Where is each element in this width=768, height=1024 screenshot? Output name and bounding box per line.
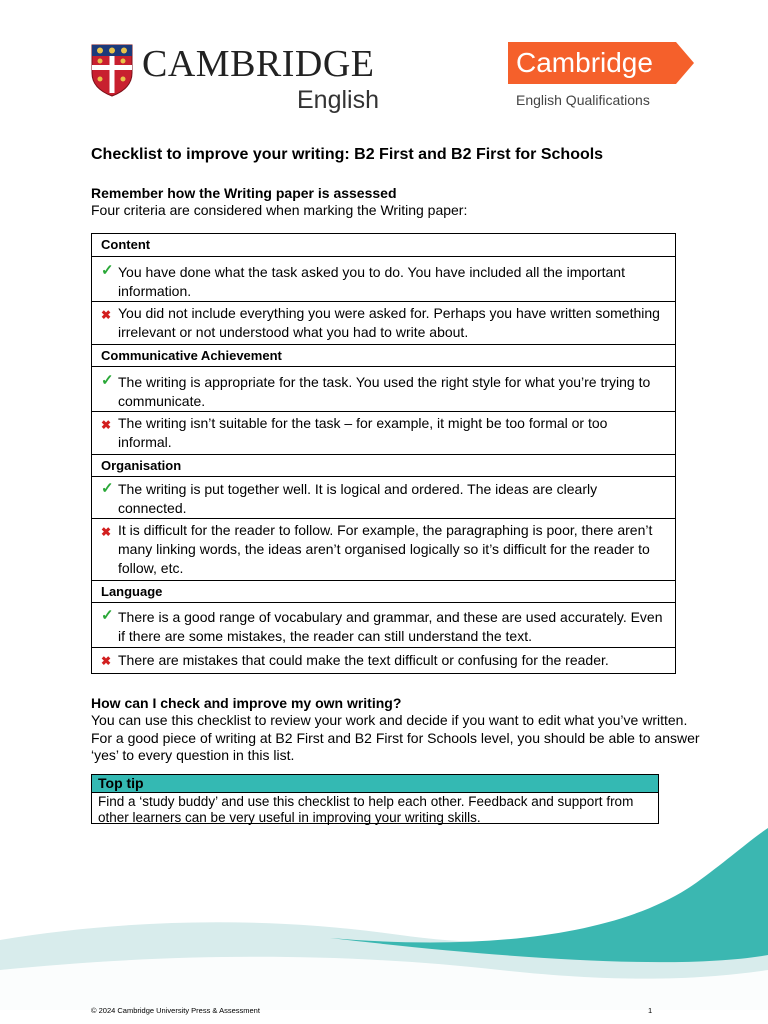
decorative-waves <box>0 820 768 1010</box>
section-heading-self-check: How can I check and improve my own writing? <box>91 695 402 711</box>
criterion-negative-text: The writing isn’t suitable for the task – for example, it might be too formal or too informal. <box>118 415 608 450</box>
criterion-positive-row <box>92 256 675 301</box>
cross-icon: ✖ <box>101 654 112 668</box>
top-tip-text: Find a ‘study buddy’ and use this checklist to help each other. Feedback and support from other learners can be very useful in improving your writing skills. <box>98 794 634 825</box>
cambridge-crest-icon <box>90 43 134 97</box>
criterion-positive-text: The writing is put together well. It is logical and ordered. The ideas are clearly connected. <box>118 481 598 516</box>
criterion-heading: Communicative Achievement <box>92 344 675 366</box>
criterion-heading: Language <box>92 580 675 602</box>
qualifications-label: English Qualifications <box>516 92 650 108</box>
criterion-heading: Content <box>101 237 151 252</box>
badge-label: Cambridge <box>516 47 653 78</box>
criterion-positive-text: There is a good range of vocabulary and grammar, and these are used accurately. Even if there are some mistakes, the reader can still understand the text. <box>118 609 663 644</box>
criterion-negative-row <box>92 647 675 673</box>
criteria-table <box>91 233 676 674</box>
page-number: 1 <box>648 1006 653 1015</box>
logo-subtitle: English <box>297 86 379 114</box>
cross-icon: ✖ <box>101 308 112 322</box>
cross-icon: ✖ <box>101 418 112 432</box>
top-tip-heading: Top tip <box>92 775 658 793</box>
check-icon: ✓ <box>101 262 114 279</box>
check-icon: ✓ <box>101 480 114 497</box>
cambridge-english-logo <box>90 40 390 116</box>
criterion-negative-row <box>92 411 675 454</box>
criterion-positive-row <box>92 476 675 518</box>
section-intro: Four criteria are considered when marking the Writing paper: <box>91 202 468 218</box>
cambridge-qualifications-logo <box>508 42 698 114</box>
criterion-negative-row <box>92 518 675 580</box>
criterion-negative-row <box>92 301 675 344</box>
logo-wordmark: CAMBRIDGE <box>142 43 375 85</box>
top-tip-box <box>91 774 659 824</box>
section-body: You can use this checklist to review your work and decide if you want to edit what you’ve written. For a good piece of writing at B2 First and B2 First for Schools level, you should be able to answer ‘yes’ to every question in this list. <box>91 712 700 763</box>
criterion-positive-text: The writing is appropriate for the task. You used the right style for what you’re trying to communicate. <box>118 374 651 409</box>
footer-copyright: © 2024 Cambridge University Press & Assessment <box>91 1006 260 1015</box>
cross-icon: ✖ <box>101 525 112 539</box>
criterion-heading: Organisation <box>92 454 675 476</box>
criterion-negative-text: It is difficult for the reader to follow. For example, the paragraphing is poor, there aren’t many linking words, the ideas aren’t organised logically so it’s difficult for the reader to follow, etc. <box>118 522 653 576</box>
criterion-negative-text: You did not include everything you were asked for. Perhaps you have written something irrelevant or not understood what you had to write about. <box>118 305 660 340</box>
check-icon: ✓ <box>101 372 114 389</box>
page-title: Checklist to improve your writing: B2 First and B2 First for Schools <box>91 146 604 163</box>
check-icon: ✓ <box>101 607 114 624</box>
criterion-positive-row <box>92 366 675 411</box>
criterion-positive-text: You have done what the task asked you to do. You have included all the important information. <box>118 264 625 299</box>
criterion-negative-text: There are mistakes that could make the text difficult or confusing for the reader. <box>118 652 609 668</box>
section-heading-assessment: Remember how the Writing paper is assessed <box>91 185 397 201</box>
criterion-positive-row <box>92 602 675 647</box>
